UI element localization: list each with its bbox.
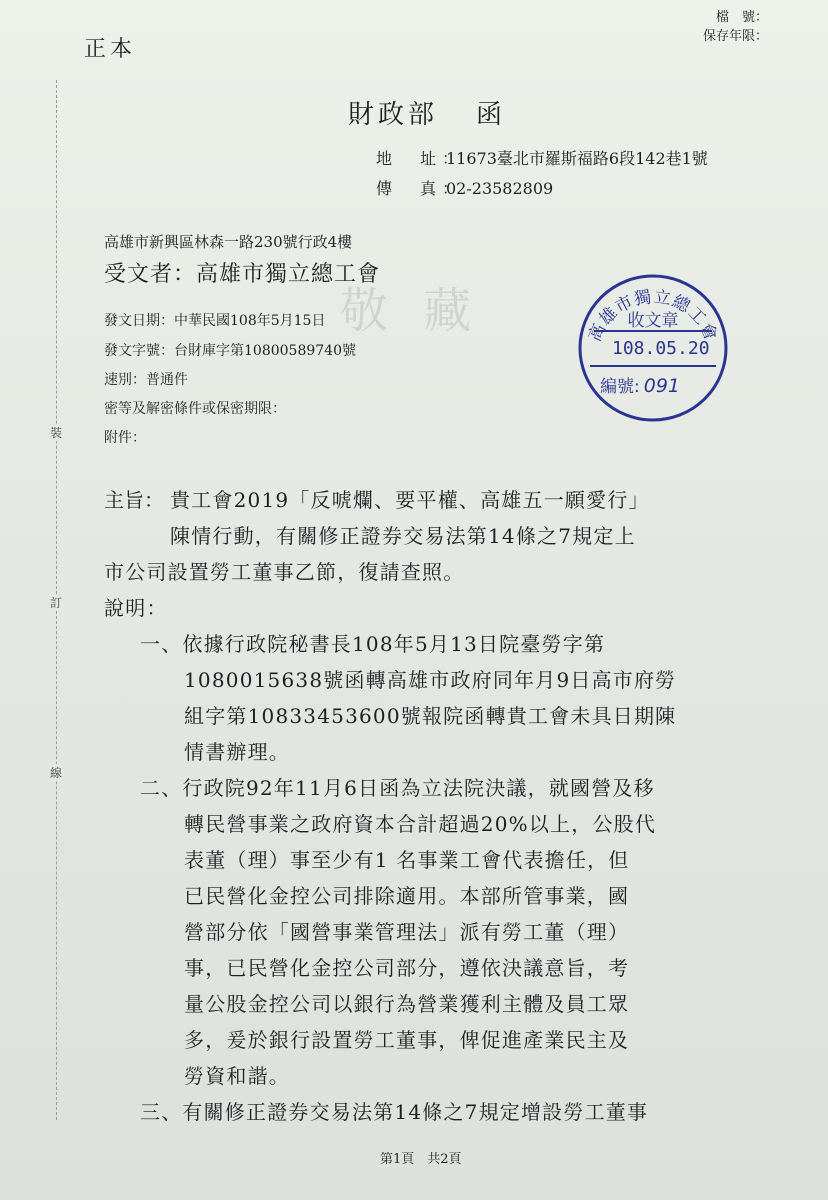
explanation-line: 多，爰於銀行設置勞工董事，俾促進產業民主及 — [184, 1028, 630, 1052]
explanation-line: 已民營化金控公司排除適用。本部所管事業，國 — [184, 884, 630, 908]
binding-mark-xian: 線 — [50, 766, 63, 780]
document-title — [348, 94, 506, 131]
explanation-line: 情書辦理。 — [184, 740, 290, 764]
subject-line: 陳情行動，有關修正證券交易法第14條之7規定上 — [170, 524, 636, 548]
explanation-line: 三、有關修正證券交易法第14條之7規定增設勞工董事 — [140, 1100, 649, 1124]
subject-line: 貴工會2019「反唬爛、要平權、高雄五一願愛行」 — [170, 488, 650, 512]
delivery-speed: 速別：普通件 — [104, 372, 188, 388]
stamp-number-label: 編號: — [600, 377, 640, 397]
explanation-line: 轉民營事業之政府資本合計超過20%以上，公股代 — [184, 812, 657, 836]
explanation-line: 表董（理）事至少有1 名事業工會代表擔任，但 — [184, 848, 630, 872]
stamp-title: 收文章 — [627, 311, 679, 331]
subject-line: 市公司設置勞工董事乙節，復請查照。 — [104, 560, 465, 584]
file-info — [703, 8, 768, 46]
explanation-label: 說明： — [104, 596, 168, 620]
recipient-label: 受文者： — [104, 262, 197, 287]
recipient-address: 高雄市新興區林森一路230號行政4樓 — [104, 233, 353, 251]
binding-mark-zhuang: 裝 — [50, 426, 63, 440]
secrecy-level: 密等及解密條件或保密期限： — [104, 401, 286, 417]
stamp-date: 108.05.20 — [612, 338, 710, 359]
issue-date: 發文日期：中華民國108年5月15日 — [104, 313, 326, 329]
fax-label: 傳 真： — [376, 179, 465, 198]
retention-label: 保存年限： — [702, 29, 768, 44]
fax-value: 02-23582809 — [446, 179, 554, 198]
sender-address — [376, 146, 708, 169]
explanation-line: 勞資和諧。 — [184, 1064, 290, 1088]
explanation-line: 組字第10833453600號報院函轉貴工會未具日期陳 — [184, 704, 677, 728]
sender-fax — [376, 176, 553, 199]
faded-stamp: 敬 藏 — [340, 283, 482, 339]
explanation-line: 1080015638號函轉高雄市政府同年月9日高市府勞 — [184, 668, 677, 692]
attachments: 附件： — [104, 430, 146, 446]
explanation-line: 二、行政院92年11月6日函為立法院決議，就國營及移 — [140, 776, 655, 800]
stamp-org: 高雄市獨立總工會 — [585, 287, 721, 345]
document-number: 發文字號：台財庫字第10800589740號 — [104, 343, 356, 359]
doc-type: 函 — [476, 100, 507, 130]
address-label: 地 址： — [376, 149, 465, 168]
file-number-label: 檔 號： — [715, 10, 768, 25]
recipient-name: 高雄市獨立總工會 — [196, 262, 381, 287]
explanation-line: 營部分依「國營事業管理法」派有勞工董（理） — [184, 920, 630, 944]
original-copy-mark: 正本 — [84, 37, 137, 62]
subject-label: 主旨： — [104, 488, 164, 512]
explanation-line: 一、依據行政院秘書長108年5月13日院臺勞字第 — [140, 632, 606, 656]
address-value: 11673臺北市羅斯福路6段142巷1號 — [446, 149, 708, 168]
binding-mark-ding: 訂 — [50, 596, 63, 610]
stamp-number — [600, 372, 680, 397]
stamp-number-value: 091 — [643, 375, 680, 397]
recipient — [104, 257, 380, 288]
explanation-line: 量公股金控公司以銀行為營業獲利主體及員工眾 — [184, 992, 630, 1016]
explanation-line: 事，已民營化金控公司部分，遵依決議意旨，考 — [184, 956, 630, 980]
page-footer: 第1頁 共2頁 — [380, 1152, 462, 1167]
agency-name: 財政部 — [348, 100, 439, 130]
